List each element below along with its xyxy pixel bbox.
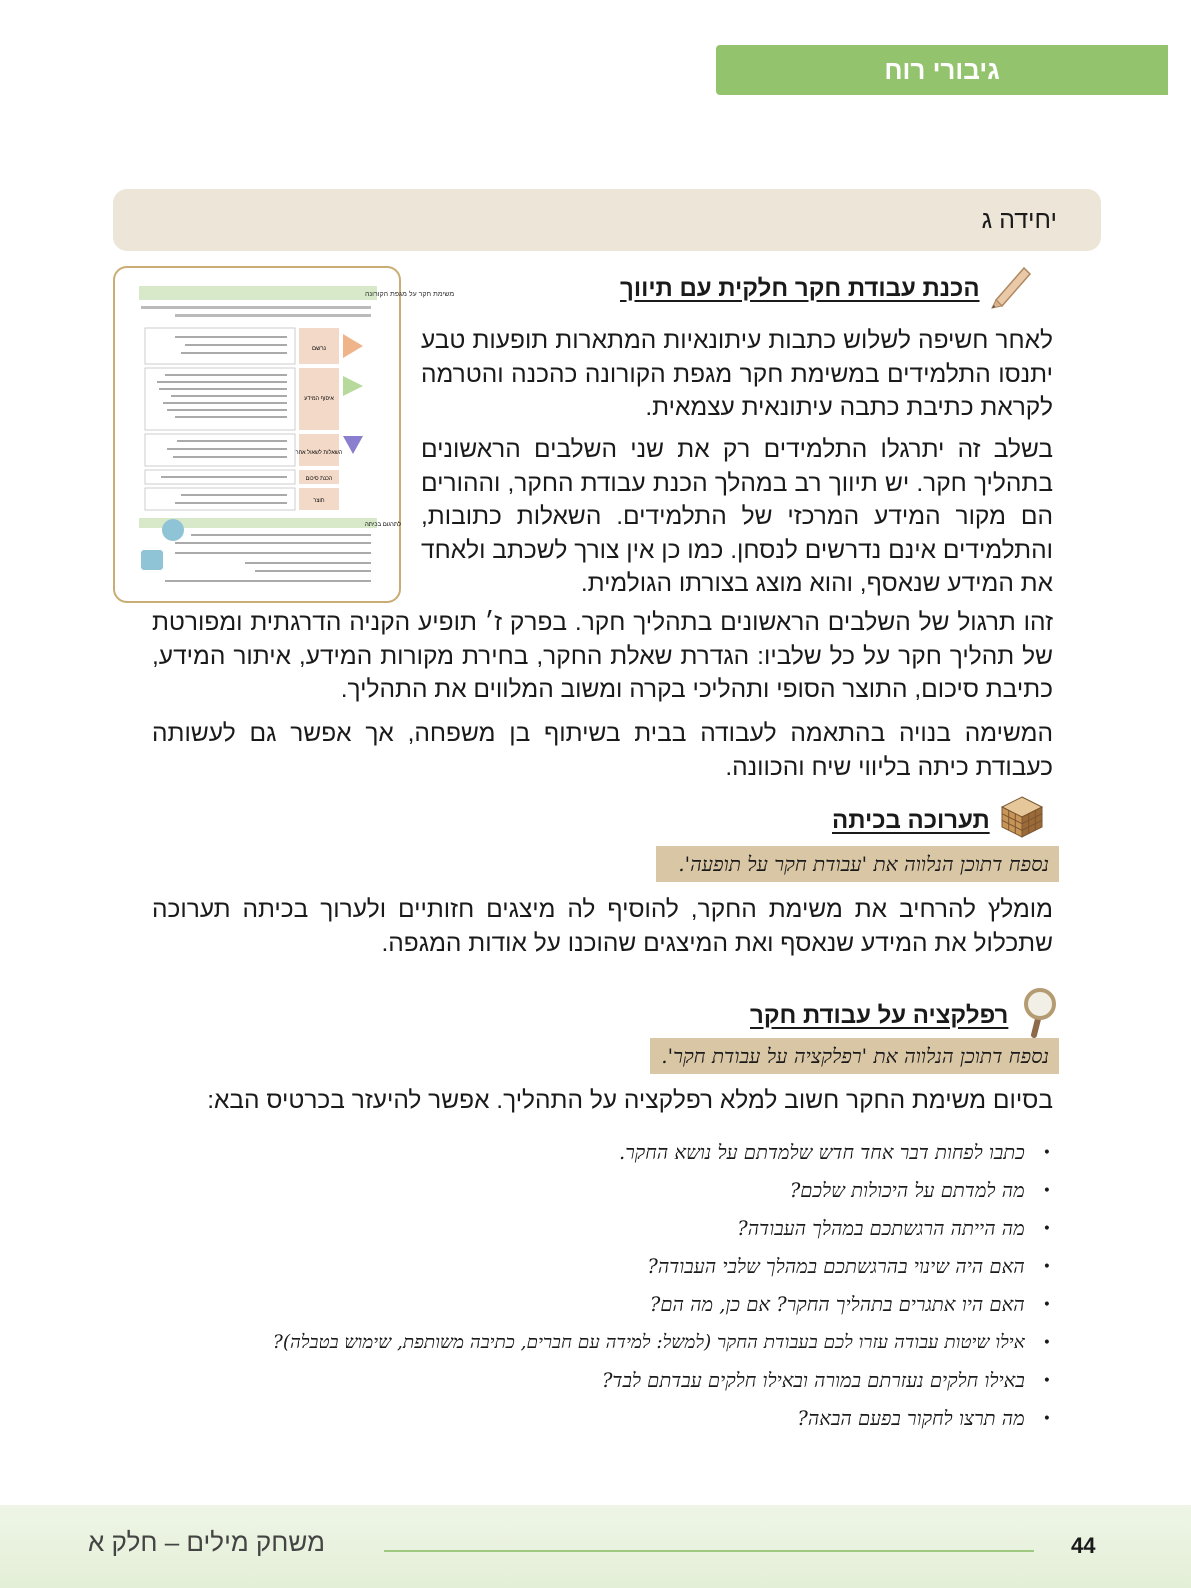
list-item [273, 1172, 1051, 1210]
bullet-dot: • [1042, 1259, 1051, 1275]
bullet-dot: • [1042, 1411, 1051, 1427]
stage-paragraph: בשלב זה יתרגלו התלמידים רק את שני השלבים הראשונים בתהליך חקר. יש תיווך רב במהלך הכנת עבודת החקר, וההורים הם מקור המידע המרכזי של התלמידים. השאלות כתובות, והתלמידים אינם נדרשים לנסחן. כמו כן אין צורך לשכתב ולאחד את המידע שנאסף, והוא מוצג בצורתו הגולמית. [421, 436, 1053, 597]
book-title: משחק מילים – חלק א [88, 1527, 325, 1557]
list-item-text: מה תרצו לחקור בפעם הבאה? [797, 1407, 1025, 1430]
bullet-dot: • [1042, 1373, 1051, 1389]
thumb-heading: משימת חקר על מגפת הקורונה [365, 291, 455, 298]
footer-divider [384, 1550, 1034, 1552]
reflection-appendix-note: נספח דתוכן הנלווה את 'רפלקציה על עבודת חקר'. [650, 1038, 1059, 1074]
section-exhibition-title: תערוכה בכיתה [832, 806, 990, 834]
intro-paragraph: לאחר חשיפה לשלוש כתבות עיתונאיות המתארות תופעות טבע יתנסו התלמידים במשימת חקר מגפת הקורונה כהכנה והטרמה לקראת כתיבת כתבה עיתונאית עצמאית. [421, 327, 1053, 421]
pencil-icon [990, 262, 1032, 315]
bullet-dot: • [1042, 1183, 1051, 1199]
bullet-dot: • [1042, 1221, 1051, 1237]
thumb-step-5: תוצר [313, 498, 325, 504]
thumb-step-1: נרשם [312, 346, 326, 352]
list-item-text: האם היו אתגרים בתהליך החקר? אם כן, מה הם? [649, 1293, 1025, 1316]
bullet-dot: • [1042, 1145, 1051, 1161]
thumb-bottom-heading: לתרגום בכיתה [365, 522, 402, 528]
practice-paragraph: זהו תרגול של השלבים הראשונים בתהליך חקר. בפרק ז׳ תופיע הקניה הדרגתית ומפורטת של תהליך חקר על כל שלביו: הגדרת שאלת החקר, בחירת מקורות המידע, איתור המידע, כתיבת סיכום, התוצר הסופי ותהליכי בקרה ומשוב המלווים את התהליך. [152, 609, 1053, 703]
magnifier-icon [1018, 987, 1060, 1044]
list-item-text: כתבו לפחות דבר אחד חדש שלמדתם על נושא החקר. [619, 1141, 1025, 1164]
worksheet-preview-image [115, 268, 455, 601]
unit-header [113, 189, 1101, 251]
list-item [273, 1210, 1051, 1248]
list-item-text: האם היה שינוי בהרגשתכם במהלך שלבי העבודה? [647, 1255, 1025, 1278]
list-item-text: אילו שיטות עבודה עזרו לכם בעבודת החקר (למשל: למידה עם חברים, כתיבה משותפת, שימוש בטבלה)? [272, 1332, 1025, 1353]
page-number: 44 [1071, 1533, 1096, 1558]
reflection-card-list [273, 1134, 1051, 1438]
thumb-step-2: איסוף המידע [304, 396, 334, 402]
list-item [273, 1248, 1051, 1286]
section-research-title: הכנת עבודת חקר חלקית עם תיווך [620, 274, 980, 302]
thumb-step-3: השאלות לשאול אחר [295, 450, 343, 456]
section-reflection-heading [750, 987, 1060, 1044]
list-item [273, 1400, 1051, 1438]
section-reflection-title: רפלקציה על עבודת חקר [750, 1001, 1009, 1029]
task-paragraph: המשימה בנויה בהתאמה לעבודה בבית בשיתוף בן משפחה, אך אפשר גם לעשותה כעבודת כיתה בליווי שיח והכוונה. [152, 720, 1053, 781]
exhibition-paragraph: מומלץ להרחיב את משימת החקר, להוסיף לה מיצגים חזותיים ולערוך בכיתה תערוכה שתכלול את המידע שנאסף ואת המיצגים שהוכנו על אודות המגפה. [152, 896, 1053, 957]
list-item-text: באילו חלקים נעזרתם במורה ובאילו חלקים עבדתם לבד? [601, 1369, 1025, 1392]
list-item-text: מה למדתם על היכולות שלכם? [789, 1179, 1025, 1202]
chapter-tab: גיבורי רוח [716, 45, 1168, 95]
list-item [273, 1286, 1051, 1324]
cube-icon [1000, 795, 1044, 846]
list-item-text: מה הייתה הרגשתכם במהלך העבודה? [737, 1217, 1025, 1240]
list-item [273, 1324, 1051, 1362]
worksheet-thumbnail [113, 266, 455, 603]
page-footer [0, 1505, 1191, 1588]
bullet-dot: • [1042, 1297, 1051, 1313]
section-research-heading [620, 262, 1032, 315]
bullet-dot: • [1042, 1335, 1051, 1351]
list-item [273, 1362, 1051, 1400]
exhibition-appendix-note: נספח דתוכן הנלווה את 'עבודת חקר על תופעה'. [656, 846, 1059, 882]
section-exhibition-heading [832, 795, 1044, 846]
reflection-intro: בסיום משימת החקר חשוב למלא רפלקציה על התהליך. אפשר להיעזר בכרטיס הבא: [207, 1087, 1053, 1114]
thumb-step-4: הכנת סיכום [305, 476, 333, 482]
unit-label: יחידה ג [981, 205, 1057, 234]
list-item [273, 1134, 1051, 1172]
